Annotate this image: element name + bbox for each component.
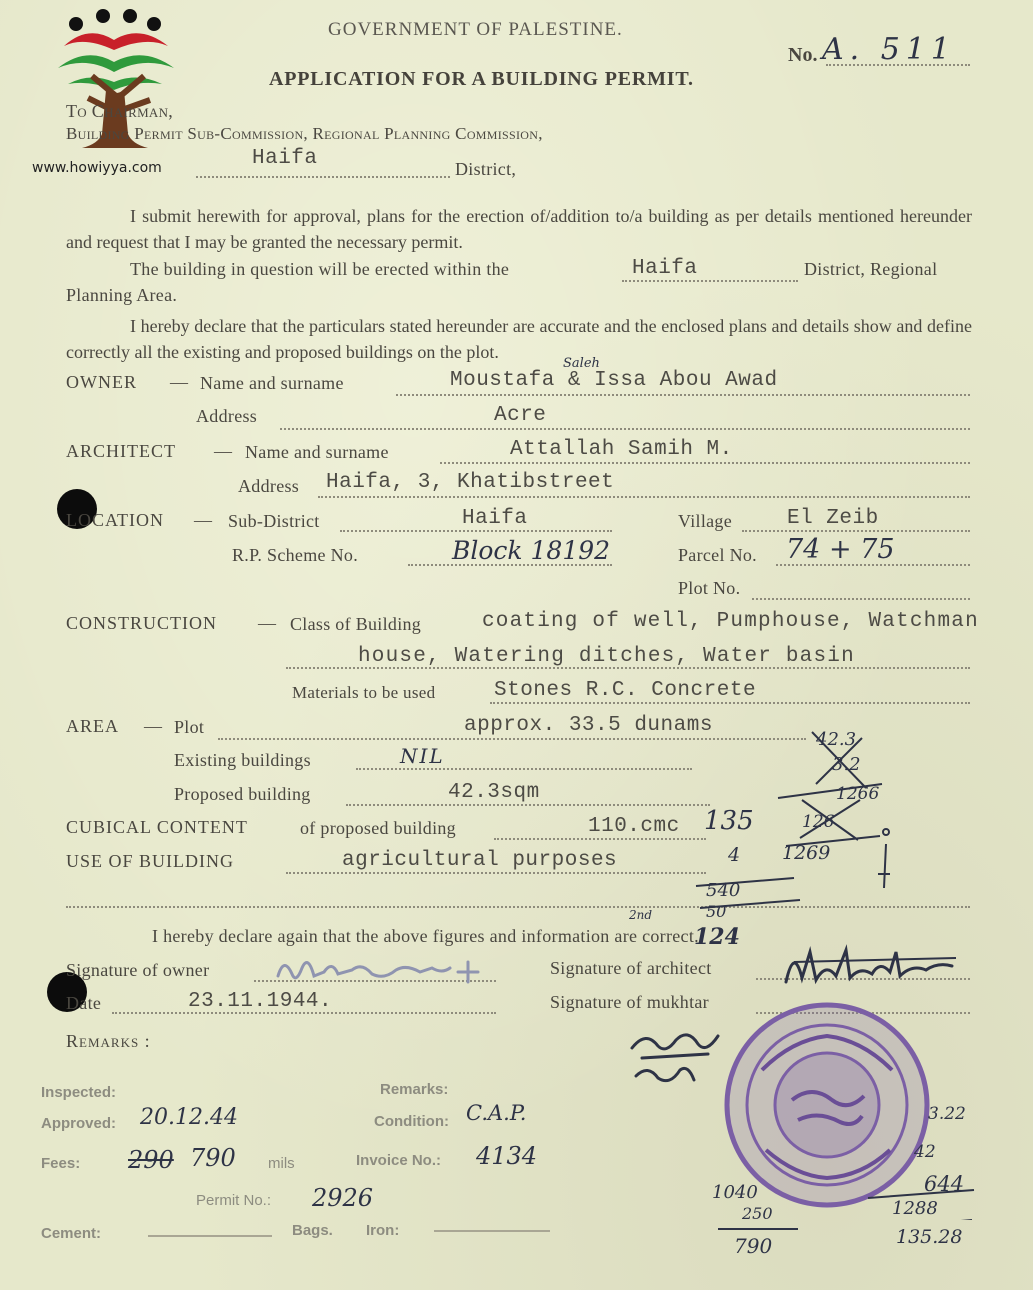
cubical-content-label-rest: of proposed building (300, 818, 456, 838)
addressee-district-dots (196, 176, 450, 178)
owner-signature (272, 950, 502, 990)
calc-a-6: 540 (706, 880, 741, 901)
permit-number-value: 2926 (312, 1184, 374, 1212)
class-value-line1: coating of well, Pumphouse, Watchman (482, 610, 979, 633)
village-label: Village (678, 511, 732, 531)
calc-a-2: 1266 (836, 784, 880, 804)
inspected-label: Inspected: (41, 1084, 117, 1101)
proposed-building-dots (346, 804, 710, 806)
calc-a-9: 124 (694, 924, 740, 950)
architect-address-label: Address (238, 476, 300, 496)
architect-name-dots (440, 462, 970, 464)
condition-value: C.A.P. (466, 1101, 527, 1125)
use-of-building-dots (286, 872, 706, 874)
margin-calc-strokes (690, 728, 930, 928)
class-label: Class of Building (290, 614, 422, 634)
architect-name-label: Name and surname (245, 442, 389, 462)
paragraph-area-dots (622, 280, 798, 282)
margin-calc-lines-b (862, 1140, 982, 1220)
addressee-district-label: District, (455, 159, 517, 179)
cubical-content-label: CUBICAL CONTENT (66, 817, 248, 837)
calc-a-8: 2nd (629, 908, 653, 922)
owner-name-value: Moustafa & Issa Abou Awad (450, 369, 778, 392)
materials-label: Materials to be used (292, 683, 436, 702)
cubical-content-handwritten: 135 (704, 806, 754, 836)
class-value-line2: house, Watering ditches, Water basin (358, 645, 855, 668)
paragraph-submission: I submit herewith for approval, plans for the erection of/addition to/a building as per details mentioned hereunder and request that I may be granted the necessary permit. (66, 206, 972, 252)
location-dash: — (194, 510, 213, 530)
iron-label: Iron: (366, 1222, 400, 1239)
paragraph-area-line2: Planning Area. (66, 285, 178, 305)
plot-area-label: Plot (174, 717, 205, 737)
architect-name-value: Attallah Samih M. (510, 438, 733, 461)
calc-a-3: 126 (802, 812, 835, 832)
parcel-value: 74 + 75 (786, 534, 895, 565)
parcel-label: Parcel No. (678, 545, 757, 565)
owner-signature-label: Signature of owner (66, 960, 210, 980)
addressee-line2: Building Permit Sub-Commission, Regional Planning Commission, (66, 124, 543, 143)
howiyya-logo (28, 6, 198, 178)
plot-number-dots (752, 598, 970, 600)
owner-name-dots (396, 394, 970, 396)
owner-dash: — (170, 372, 189, 392)
form-number-label: No. (788, 44, 818, 66)
form-number-value: A. 511 (822, 32, 956, 67)
use-of-building-value: agricultural purposes (342, 849, 618, 872)
invoice-value: 4134 (476, 1142, 538, 1170)
calc-b-1: 42 (914, 1142, 936, 1162)
condition-label: Condition: (374, 1113, 449, 1130)
existing-buildings-value: NIL (400, 744, 445, 768)
fees-label: Fees: (41, 1155, 81, 1172)
architect-address-value: Haifa, 3, Khatibstreet (326, 471, 615, 494)
existing-buildings-label: Existing buildings (174, 750, 311, 770)
government-heading: GOVERNMENT OF PALESTINE. (328, 19, 623, 40)
calc-a-7: 50 (706, 902, 727, 921)
construction-section-label: CONSTRUCTION (66, 613, 218, 633)
scheme-label: R.P. Scheme No. (232, 545, 358, 565)
subdistrict-dots (340, 530, 612, 532)
arabic-handwriting (622, 1024, 732, 1094)
calc-bottom-line (718, 1228, 798, 1230)
owner-address-label: Address (196, 406, 258, 426)
addressee-line1: To Chairman, (66, 101, 174, 121)
subdistrict-label: Sub-District (228, 511, 320, 531)
remarks-label: Remarks : (66, 1031, 151, 1051)
scheme-value: Block 18192 (452, 536, 611, 565)
paragraph-declaration: I hereby declare that the particulars stated hereunder are accurate and the enclosed plans and details show and define correctly all the existing and proposed buildings on the plot. (66, 316, 972, 362)
architect-dash: — (214, 441, 233, 461)
architect-signature-label: Signature of architect (550, 958, 712, 978)
approved-value: 20.12.44 (140, 1105, 238, 1130)
materials-value: Stones R.C. Concrete (494, 679, 757, 702)
construction-dash: — (258, 613, 277, 633)
subdistrict-value: Haifa (462, 507, 528, 530)
village-dots (742, 530, 970, 532)
date-value: 23.11.1944. (188, 990, 333, 1013)
plot-number-label: Plot No. (678, 578, 741, 598)
date-label: Date (66, 993, 102, 1013)
cubical-content-value: 110.cmc (588, 815, 680, 838)
form-title: APPLICATION FOR A BUILDING PERMIT. (269, 68, 694, 90)
calc-a-1: 3.2 (832, 754, 861, 775)
calc-b-4: 135.28 (896, 1226, 963, 1248)
form-number-dots (826, 64, 970, 66)
proposed-building-label: Proposed building (174, 784, 311, 804)
owner-address-value: Acre (494, 404, 547, 427)
office-remarks-label: Remarks: (380, 1081, 449, 1098)
mils-label: mils (268, 1155, 295, 1172)
calc-bottom-2: 790 (734, 1234, 773, 1258)
permit-number-label: Permit No.: (196, 1192, 272, 1209)
approved-label: Approved: (41, 1115, 116, 1132)
materials-dots (490, 702, 970, 704)
calc-bottom-1: 250 (742, 1204, 773, 1223)
calc-bottom-0: 1040 (712, 1182, 758, 1203)
owner-section-label: OWNER (66, 372, 137, 392)
plot-area-value: approx. 33.5 dunams (464, 714, 713, 737)
calc-a-5: 1269 (782, 842, 831, 864)
owner-name-insert: Saleh (563, 356, 600, 371)
proposed-building-value: 42.3sqm (448, 781, 540, 804)
addressee-district-value: Haifa (252, 147, 318, 170)
mukhtar-signature-label: Signature of mukhtar (550, 992, 709, 1012)
cement-line (148, 1235, 272, 1237)
bags-label: Bags. (292, 1222, 333, 1239)
existing-buildings-dots (356, 768, 692, 770)
area-dash: — (144, 716, 163, 736)
owner-address-dots (280, 428, 970, 430)
calc-b-2: 644 (924, 1172, 965, 1196)
cubical-content-dots (494, 838, 706, 840)
calc-a-4: 4 (728, 844, 741, 866)
calc-a-0: 42.3 (816, 729, 857, 750)
paragraph-area-value: Haifa (632, 257, 698, 280)
use-of-building-label: USE OF BUILDING (66, 851, 234, 871)
fees-struck: 290 (128, 1146, 174, 1174)
invoice-label: Invoice No.: (356, 1152, 442, 1169)
village-value: El Zeib (787, 507, 879, 530)
calc-b-3: 1288 (892, 1198, 938, 1219)
final-declaration: I hereby declare again that the above figures and information are correct. (152, 926, 699, 946)
cement-label: Cement: (41, 1225, 102, 1242)
fees-value: 790 (190, 1144, 236, 1172)
paragraph-area-after: District, Regional (804, 259, 938, 279)
calc-b-0: 3.22 (928, 1104, 966, 1124)
paragraph-area-before: The building in question will be erected within the (130, 259, 510, 279)
logo-website: www.howiyya.com (32, 160, 162, 176)
architect-section-label: ARCHITECT (66, 441, 176, 461)
architect-address-dots (318, 496, 970, 498)
architect-signature (776, 942, 966, 992)
iron-line (434, 1230, 550, 1232)
location-section-label: LOCATION (66, 510, 164, 530)
area-section-label: AREA (66, 716, 119, 736)
owner-name-label: Name and surname (200, 373, 344, 393)
